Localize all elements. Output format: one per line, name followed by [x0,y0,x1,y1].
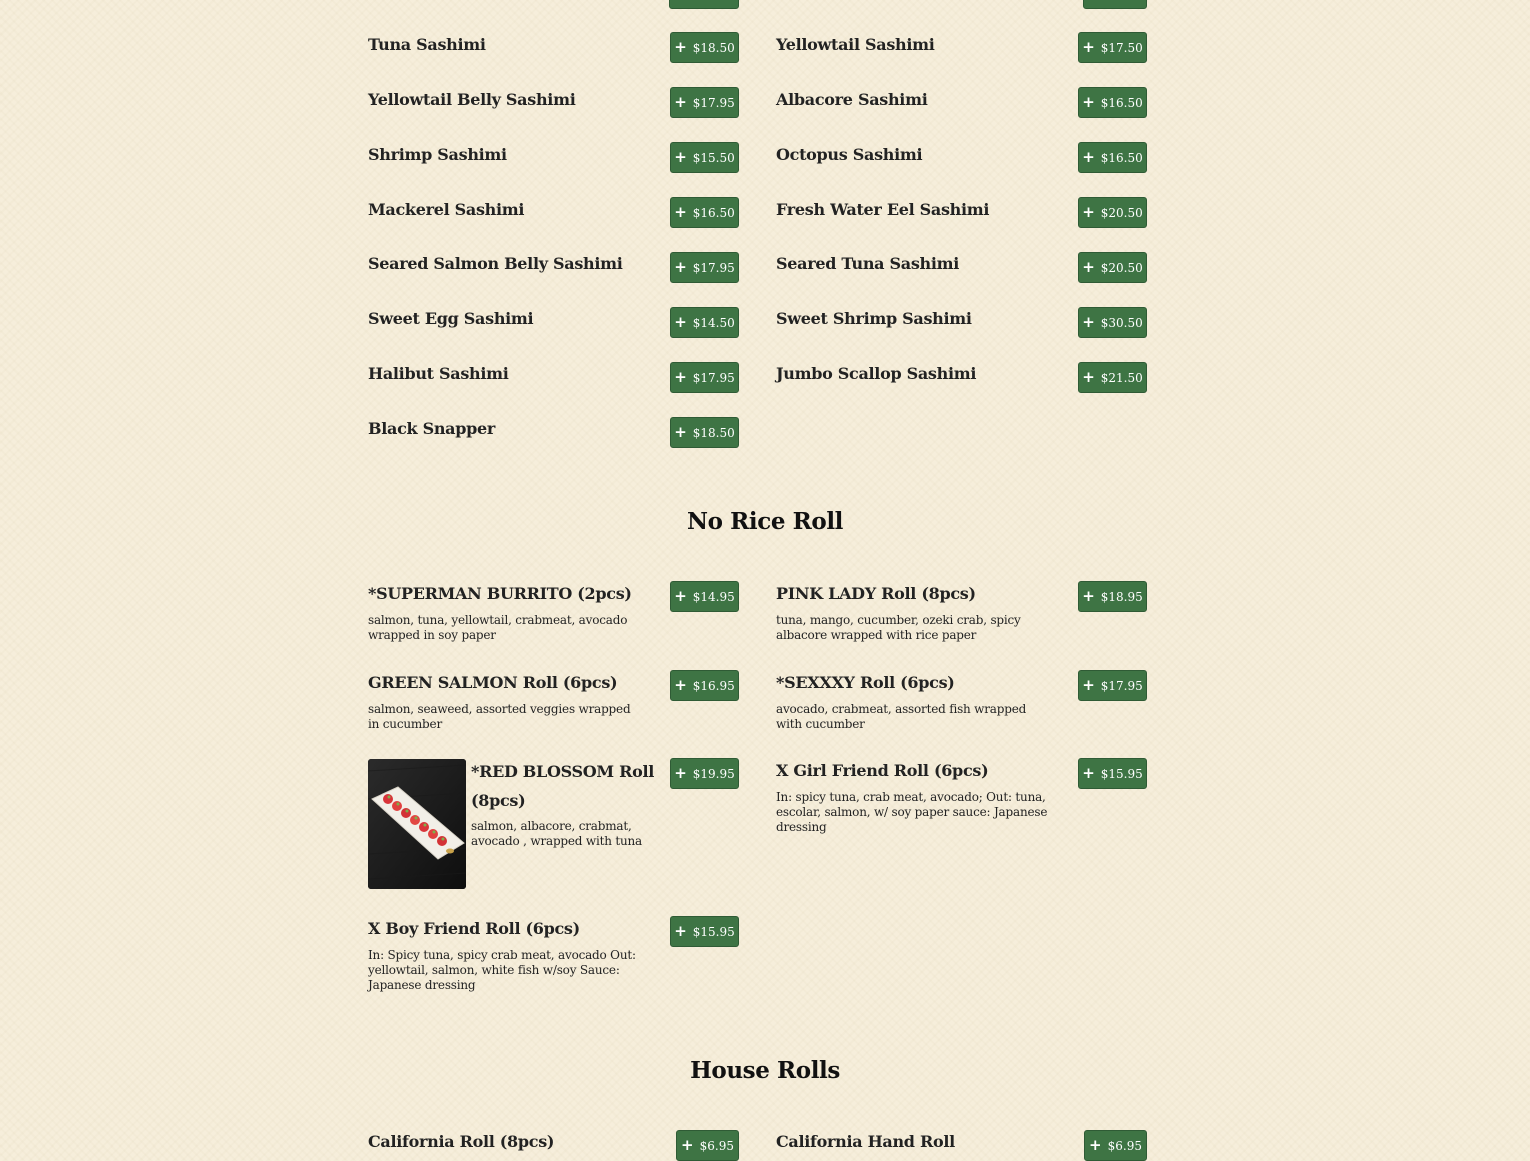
menu-item-description: In: spicy tuna, crab meat, avocado; Out: tuna, escolar, salmon, w/ soy paper sauce: Japanese dressing [776,790,1048,834]
menu-item-name: Shrimp Sashimi [368,145,507,164]
menu-item-name: Mackerel Sashimi [368,200,525,219]
menu-item-name: Halibut Sashimi [368,364,509,383]
price-label: $17.95 [1100,678,1143,693]
menu-item-name: X Girl Friend Roll (6pcs) [776,761,989,780]
plus-icon: + [674,368,687,386]
plus-icon: + [1082,203,1095,221]
plus-icon: + [1082,313,1095,331]
menu-item-name-text: PINK LADY Roll (8pcs) [776,584,976,603]
add-item-button[interactable] [670,32,739,63]
plus-icon: + [674,764,687,782]
add-item-button[interactable] [1078,307,1147,338]
menu-item-name: California Roll (8pcs) [368,1132,555,1151]
add-item-button[interactable] [670,758,739,789]
add-item-button[interactable] [1078,252,1147,283]
price-label: $6.95 [699,1138,734,1153]
plus-icon: + [1082,368,1095,386]
price-label: $17.95 [692,95,735,110]
price-label: $15.50 [692,150,735,165]
menu-item-name: Yellowtail Belly Sashimi [368,90,576,109]
menu-item-name: Sweet Egg Sashimi [368,309,534,328]
add-item-button[interactable] [670,916,739,947]
price-label: $17.95 [692,260,735,275]
add-item-button[interactable] [670,142,739,173]
add-item-button[interactable] [1078,142,1147,173]
price-label: $15.95 [1100,766,1143,781]
add-item-button[interactable] [1078,197,1147,228]
plus-icon: + [674,148,687,166]
price-label: $19.95 [692,766,735,781]
plus-icon: + [674,587,687,605]
price-label: $30.50 [1100,315,1143,330]
menu-item-name: Octopus Sashimi [776,145,923,164]
menu-item-name: Black Snapper [368,419,496,438]
menu-item-name: Fresh Water Eel Sashimi [776,200,990,219]
price-label: $16.50 [692,205,735,220]
add-item-button[interactable] [1078,670,1147,701]
plus-icon: + [674,423,687,441]
plus-icon: + [681,1136,694,1154]
add-item-button[interactable] [670,581,739,612]
plus-icon: + [674,203,687,221]
menu-item-name: Jumbo Scallop Sashimi [776,364,977,383]
add-item-button[interactable] [670,362,739,393]
menu-item-name [368,919,580,940]
plus-icon: + [674,93,687,111]
price-label: $18.50 [692,425,735,440]
add-item-button[interactable] [1083,0,1147,9]
menu-item-name: *SEXXXY Roll (6pcs) [776,673,955,692]
sushi-photo-image [368,759,466,889]
price-label: $18.95 [1100,589,1143,604]
menu-item-name: GREEN SALMON Roll (6pcs) [368,673,618,692]
price-label: $18.50 [692,40,735,55]
plus-icon: + [674,258,687,276]
menu-item-name: Seared Salmon Belly Sashimi [368,254,623,273]
price-label: $20.50 [1100,260,1143,275]
plus-icon: + [674,676,687,694]
plus-icon: + [1082,148,1095,166]
menu-item-name: Yellowtail Sashimi [776,35,935,54]
plus-icon: + [1082,258,1095,276]
add-item-button[interactable] [1078,362,1147,393]
price-label: $17.95 [692,370,735,385]
section-title: No Rice Roll [687,508,843,535]
menu-item-name: Tuna Sashimi [368,35,486,54]
menu-item-name: Seared Tuna Sashimi [776,254,960,273]
add-item-button[interactable] [670,197,739,228]
plus-icon: + [1089,1136,1102,1154]
add-item-button[interactable] [669,0,739,9]
plus-icon: + [1082,93,1095,111]
plus-icon: + [674,922,687,940]
menu-item-name: Albacore Sashimi [776,90,928,109]
plus-icon: + [674,38,687,56]
add-item-button[interactable] [1078,87,1147,118]
menu-item-photo[interactable] [368,759,466,889]
menu-item-description: tuna, mango, cucumber, ozeki crab, spicy albacore wrapped with rice paper [776,613,1021,642]
plus-icon: + [1082,676,1095,694]
add-item-button[interactable] [670,307,739,338]
price-label: $21.50 [1100,370,1143,385]
menu-item-description: In: Spicy tuna, spicy crab meat, avocado Out: yellowtail, salmon, white fish w/soy Sauce: Japanese dressing [368,948,636,992]
price-label: $16.95 [692,678,735,693]
plus-icon: + [1082,38,1095,56]
add-item-button[interactable] [1078,581,1147,612]
price-label: $15.95 [692,924,735,939]
menu-item-name [776,584,976,605]
add-item-button[interactable] [670,252,739,283]
price-label: $6.95 [1107,1138,1142,1153]
menu-item-name: *RED BLOSSOM Roll (8pcs) [471,762,655,810]
menu-item-description: avocado, crabmeat, assorted fish wrapped with cucumber [776,702,1027,731]
price-label: $20.50 [1100,205,1143,220]
price-label: $14.50 [692,315,735,330]
menu-item-description: salmon, albacore, crabmat, avocado , wrapped with tuna [471,819,643,848]
add-item-button[interactable] [670,87,739,118]
price-label: $17.50 [1100,40,1143,55]
section-title: House Rolls [690,1057,840,1084]
menu-item-name-text: X Boy Friend Roll (6pcs) [368,919,580,938]
menu-item-description: salmon, seaweed, assorted veggies wrapped in cucumber [368,702,631,731]
add-item-button[interactable] [670,417,739,448]
menu-item-name: Sweet Shrimp Sashimi [776,309,972,328]
price-label: $16.50 [1100,150,1143,165]
menu-item-name: California Hand Roll [776,1132,955,1151]
price-label: $16.50 [1100,95,1143,110]
menu-item-description: salmon, tuna, yellowtail, crabmeat, avocado wrapped in soy paper [368,613,628,642]
menu-item-name: *SUPERMAN BURRITO (2pcs) [368,584,632,603]
plus-icon: + [1082,587,1095,605]
plus-icon: + [1082,764,1095,782]
add-item-button[interactable] [670,670,739,701]
add-item-button[interactable] [1078,758,1147,789]
add-item-button[interactable] [1078,32,1147,63]
price-label: $14.95 [692,589,735,604]
plus-icon: + [674,313,687,331]
